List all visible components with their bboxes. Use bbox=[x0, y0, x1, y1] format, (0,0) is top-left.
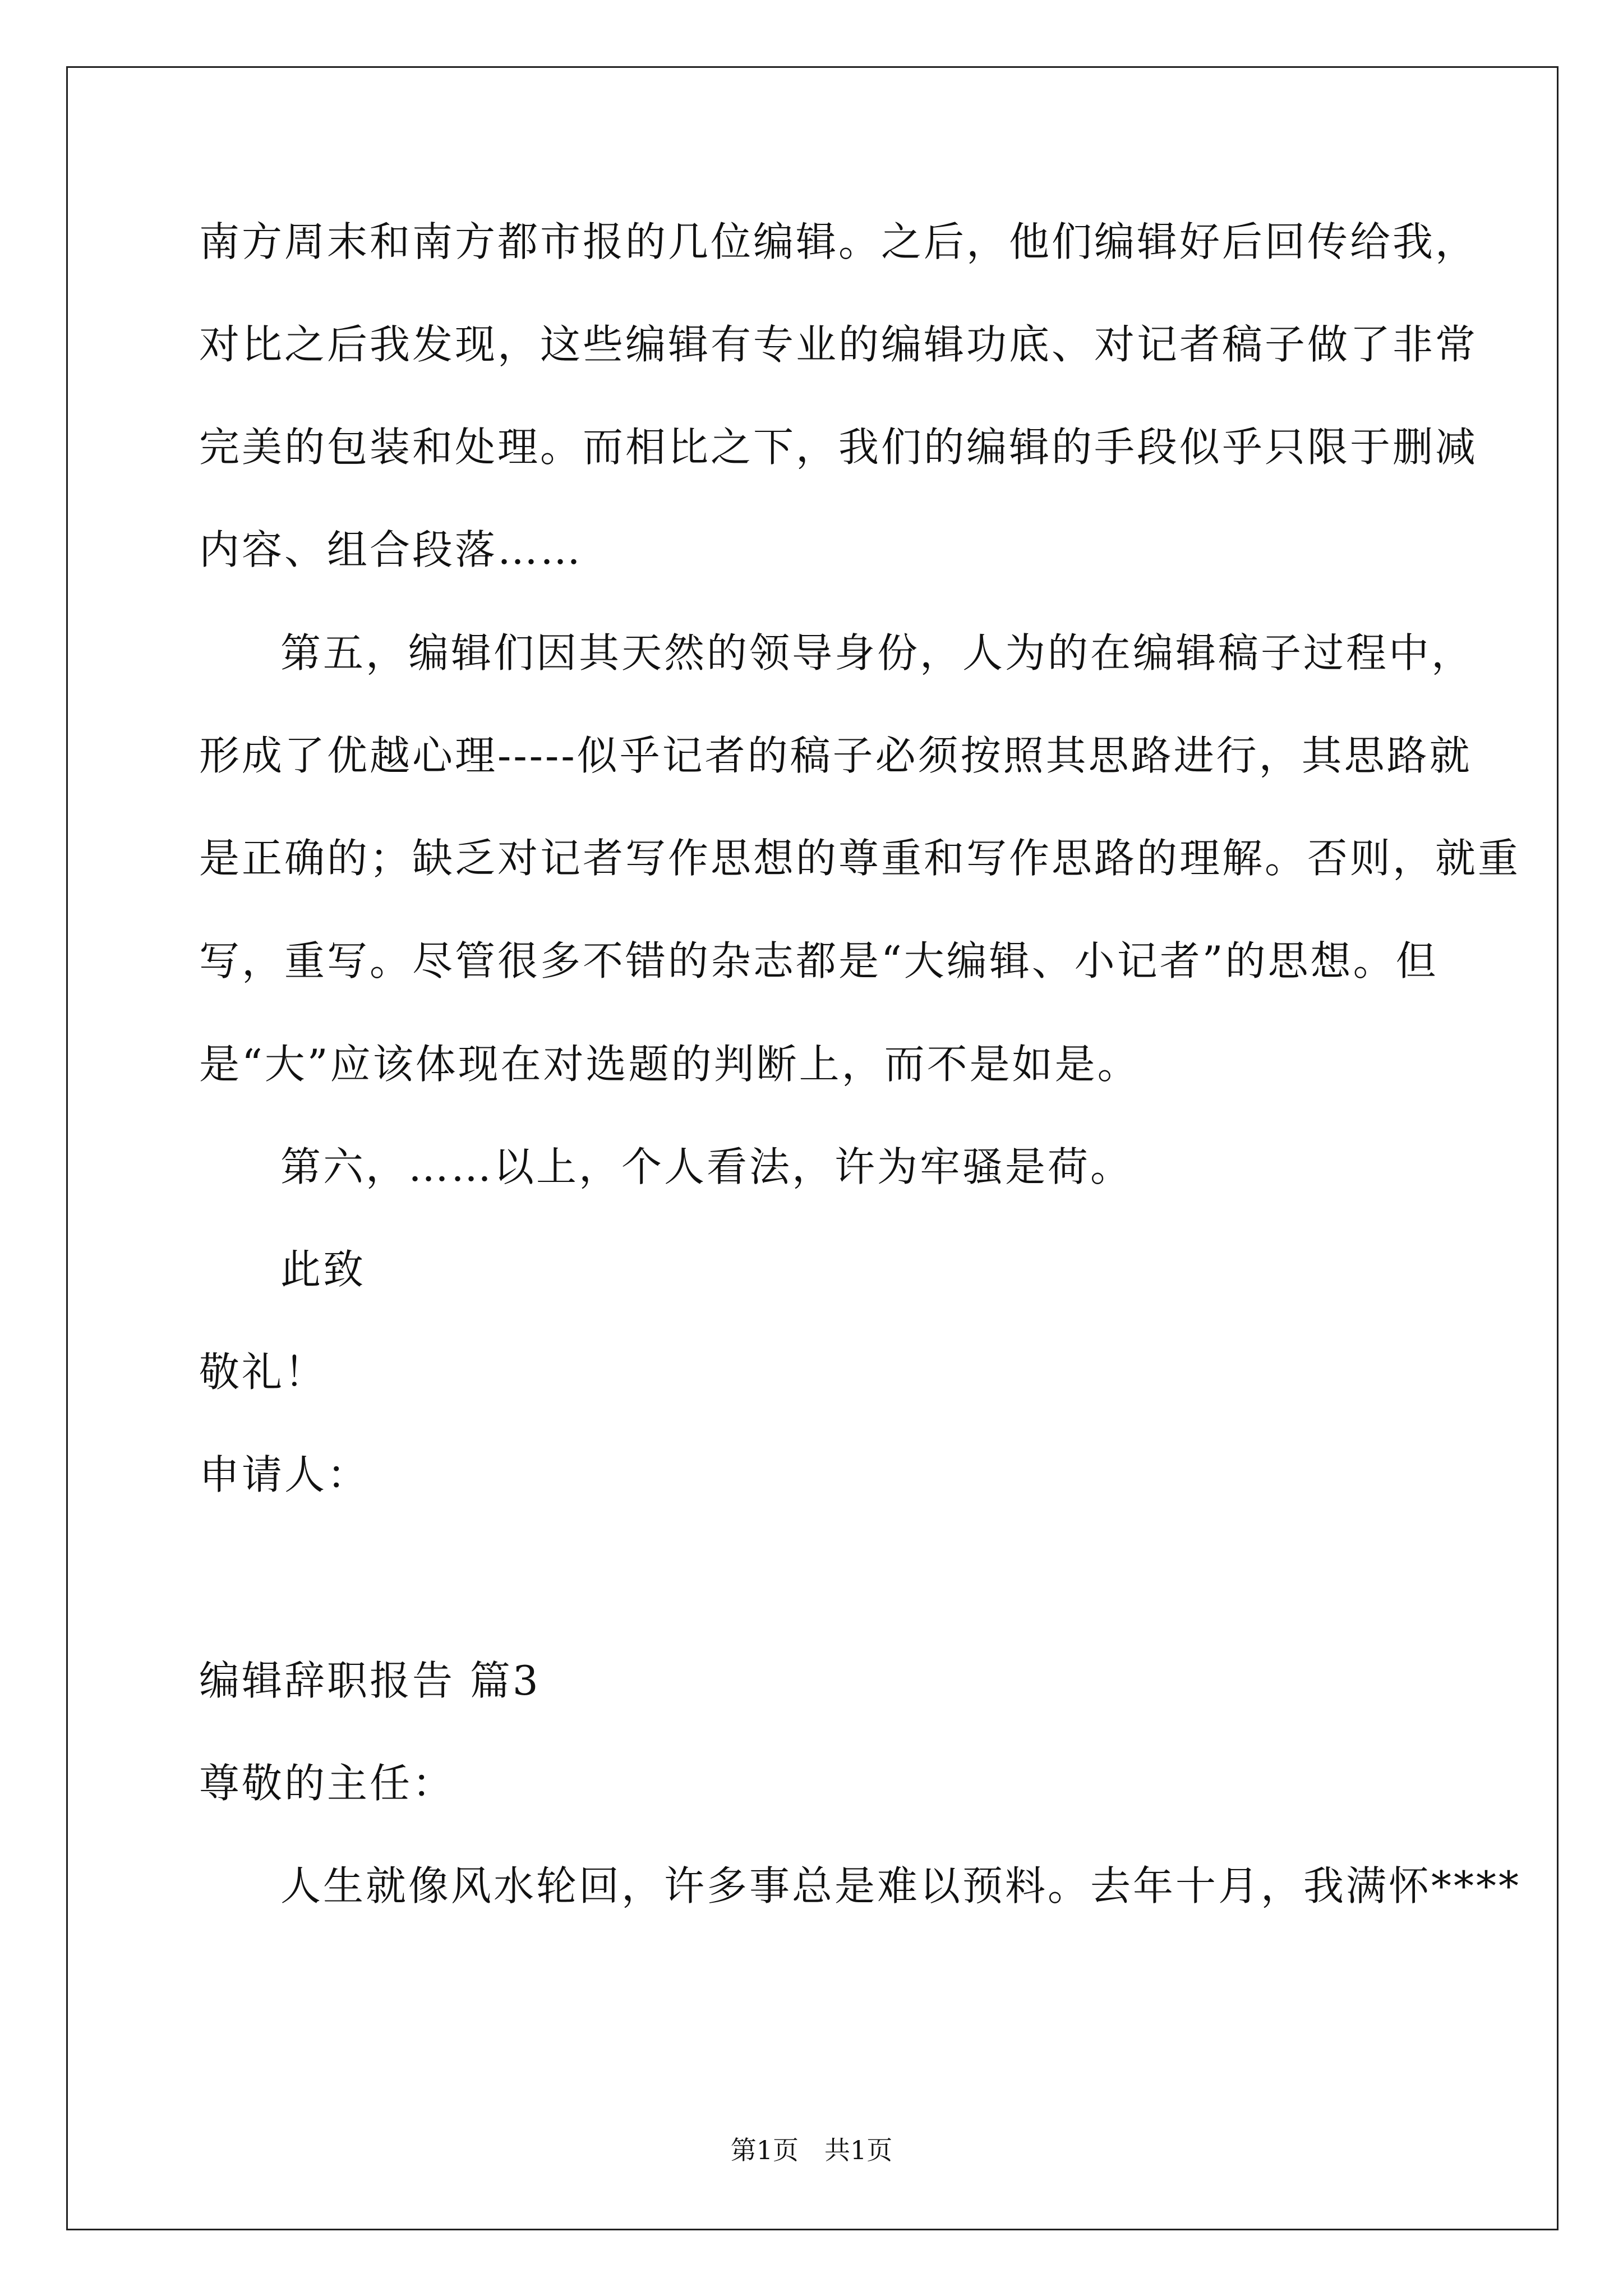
paragraph-line: 人生就像风水轮回，许多事总是难以预料。去年十月，我满怀**** bbox=[280, 1862, 1521, 1910]
greeting: 尊敬的主任： bbox=[199, 1760, 455, 1807]
page-footer: 第1页 共1页 bbox=[730, 2135, 893, 2165]
paragraph-line: 内容、组合段落…… bbox=[199, 526, 583, 573]
paragraph-line: 是正确的；缺乏对记者写作思想的尊重和写作思路的理解。否则，就重 bbox=[199, 835, 1521, 882]
paragraph-line: 对比之后我发现，这些编辑有专业的编辑功底、对记者稿子做了非常 bbox=[199, 321, 1478, 368]
paragraph-line: 第六，……以上，个人看法，许为牢骚是荷。 bbox=[280, 1143, 1133, 1190]
paragraph-line: 第五，编辑们因其天然的领导身份，人为的在编辑稿子过程中， bbox=[280, 629, 1474, 677]
paragraph-line: 完美的包装和处理。而相比之下，我们的编辑的手段似乎只限于删减 bbox=[199, 424, 1478, 471]
closing-salutation: 此致 bbox=[280, 1246, 366, 1293]
paragraph-line: 形成了优越心理-----似乎记者的稿子必须按照其思路进行，其思路就 bbox=[199, 732, 1472, 779]
applicant-label: 申请人： bbox=[199, 1451, 370, 1498]
paragraph-line: 南方周末和南方都市报的几位编辑。之后，他们编辑好后回传给我， bbox=[199, 218, 1478, 265]
paragraph-line: 写，重写。尽管很多不错的杂志都是“大编辑、小记者”的思想。但 bbox=[199, 937, 1438, 984]
section-title: 编辑辞职报告 篇3 bbox=[199, 1657, 541, 1704]
closing-regards: 敬礼！ bbox=[199, 1349, 328, 1396]
paragraph-line: 是“大”应该体现在对选题的判断上，而不是如是。 bbox=[199, 1041, 1140, 1088]
